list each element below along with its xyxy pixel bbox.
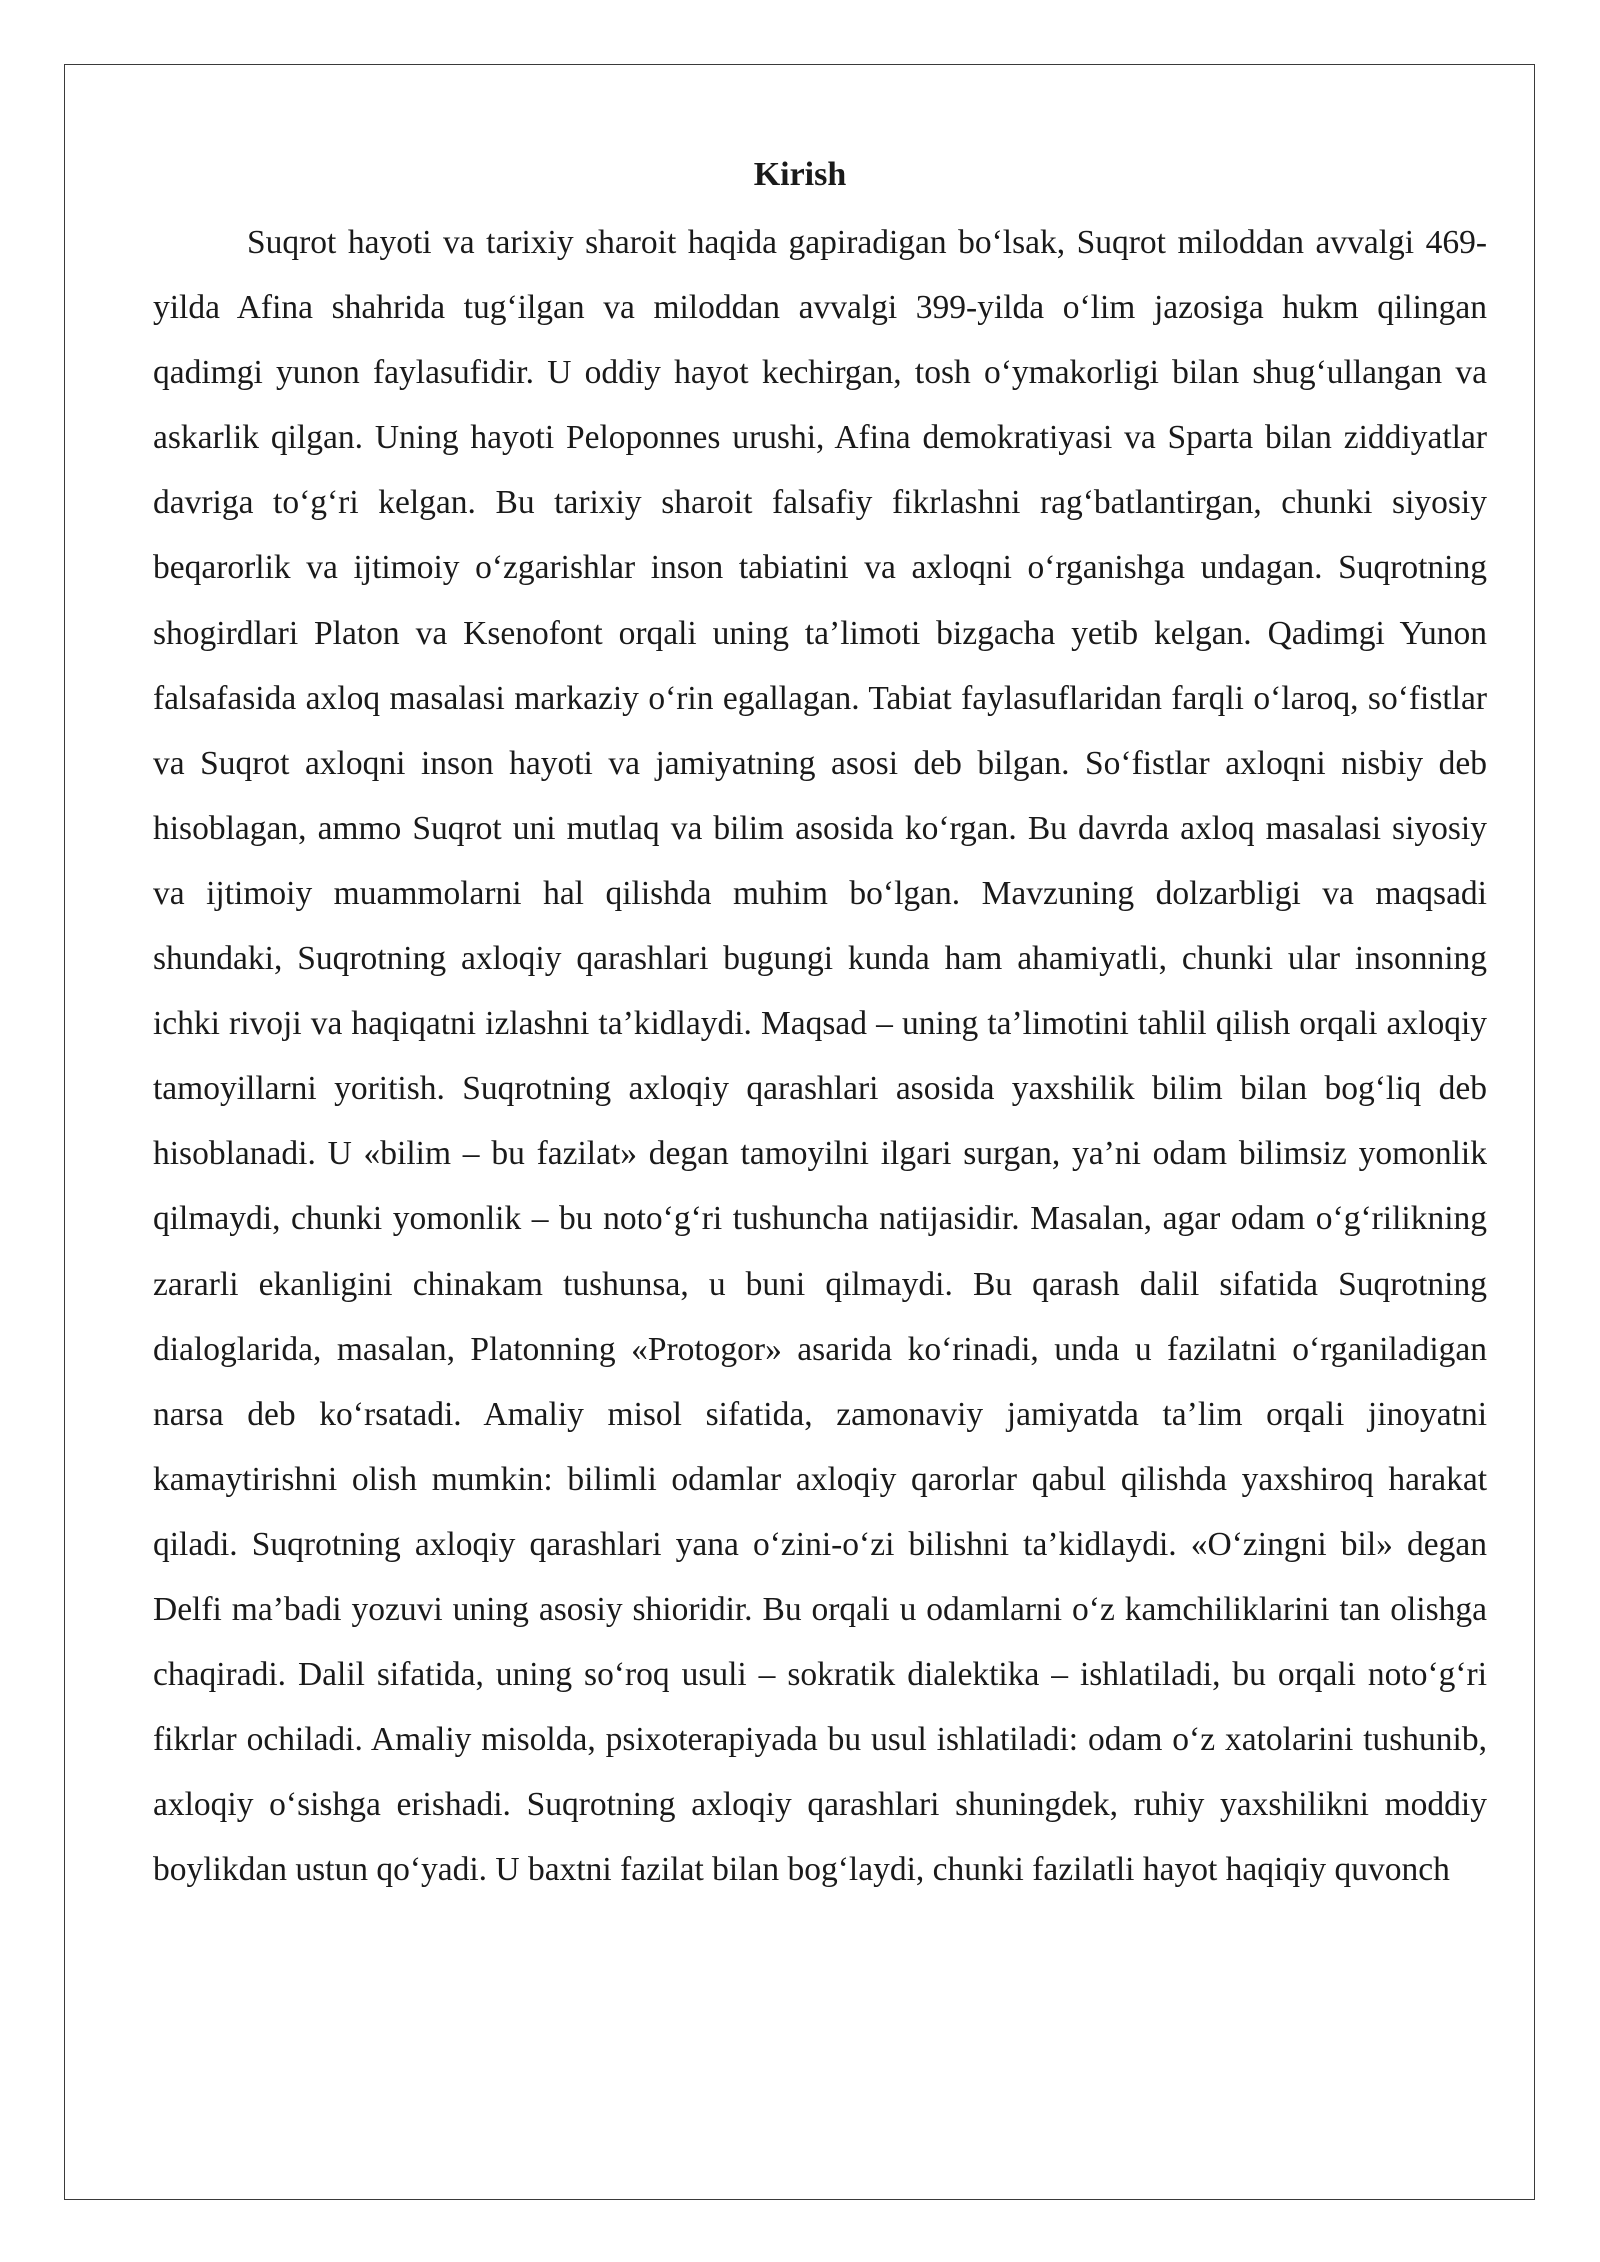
body-paragraph: Suqrot hayoti va tarixiy sharoit haqida gapiradigan bo‘lsak, Suqrot miloddan avvalgi 469-yilda Afina shahrida tug‘ilgan va miloddan avvalgi 399-yilda o‘lim jazosiga hukm qilingan qadimgi yunon faylasufidir. U oddiy hayot kechirgan, tosh o‘ymakorligi bilan shug‘ullangan va askarlik qilgan. Uning hayoti Peloponnes urushi, Afina demokratiyasi va Sparta bilan ziddiyatlar davriga to‘g‘ri kelgan. Bu tarixiy sharoit falsafiy fikrlashni rag‘batlantirgan, chunki siyosiy beqarorlik va ijtimoiy o‘zgarishlar inson tabiatini va axloqni o‘rganishga undagan. Suqrotning shogirdlari Platon va Ksenofont orqali uning ta’limoti bizgacha yetib kelgan. Qadimgi Yunon falsafasida axloq masalasi markaziy o‘rin egallagan. Tabiat faylasuflaridan farqli o‘laroq, so‘fistlar va Suqrot axloqni inson hayoti va jamiyatning asosi deb bilgan. So‘fistlar axloqni nisbiy deb hisoblagan, ammo Suqrot uni mutlaq va bilim asosida ko‘rgan. Bu davrda axloq masalasi siyosiy va ijtimoiy muammolarni hal qilishda muhim bo‘lgan. Mavzuning dolzarbligi va maqsadi shundaki, Suqrotning axloqiy qarashlari bugungi kunda ham ahamiyatli, chunki ular insonning ichki rivoji va haqiqatni izlashni ta’kidlaydi. Maqsad – uning ta’limotini tahlil qilish orqali axloqiy tamoyillarni yoritish. Suqrotning axloqiy qarashlari asosida yaxshilik bilim bilan bog‘liq deb hisoblanadi. U «bilim – bu fazilat» degan tamoyilni ilgari surgan, ya’ni odam bilimsiz yomonlik qilmaydi, chunki yomonlik – bu noto‘g‘ri tushuncha natijasidir. Masalan, agar odam o‘g‘rilikning zararli ekanligini chinakam tushunsa, u buni qilmaydi. Bu qarash dalil sifatida Suqrotning dialoglarida, masalan, Platonning «Protogor» asarida ko‘rinadi, unda u fazilatni o‘rganiladigan narsa deb ko‘rsatadi. Amaliy misol sifatida, zamonaviy jamiyatda ta’lim orqali jinoyatni kamaytirishni olish mumkin: bilimli odamlar axloqiy qarorlar qabul qilishda yaxshiroq harakat qiladi. Suqrotning axloqiy qarashlari yana o‘zini-o‘zi bilishni ta’kidlaydi. «O‘zingni bil» degan Delfi ma’badi yozuvi uning asosiy shioridir. Bu orqali u odamlarni o‘z kamchiliklarini tan olishga chaqiradi. Dalil sifatida, uning so‘roq usuli – sokratik dialektika – ishlatiladi, bu orqali noto‘g‘ri fikrlar ochiladi. Amaliy misolda, psixoterapiyada bu usul ishlatiladi: odam o‘z xatolarini tushunib, axloqiy o‘sishga erishadi. Suqrotning axloqiy qarashlari shuningdek, ruhiy yaxshilikni moddiy boylikdan ustun qo‘yadi. U baxtni fazilat bilan bog‘laydi, chunki fazilatli hayot haqiqiy quvonch [153, 224, 1487, 1889]
document-heading: Kirish [753, 156, 847, 193]
